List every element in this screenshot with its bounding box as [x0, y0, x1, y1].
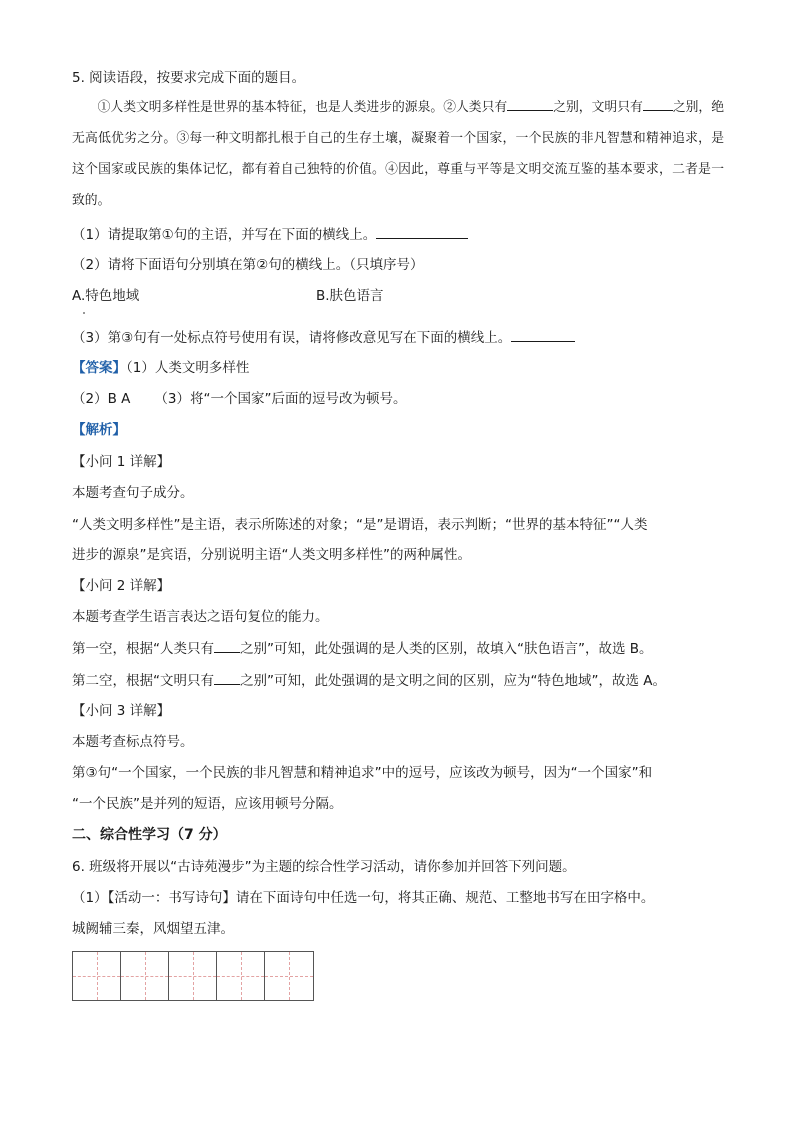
xw3-line3: “一个民族”是并列的短语，应该用顿号分隔。: [72, 796, 343, 812]
q5-stem: 5. 阅读语段，按要求完成下面的题目。: [72, 70, 306, 86]
q6-sub1: （1）【活动一：书写诗句】请在下面诗句中任选一句，将其正确、规范、工整地书写在田字格中。: [72, 890, 655, 906]
xw3-line1: 本题考查标点符号。: [72, 734, 194, 750]
q5-sub1: （1）请提取第①句的主语，并写在下面的横线上。: [72, 224, 468, 245]
xw2-title: 【小问 2 详解】: [72, 578, 171, 594]
xw1-line1: 本题考查句子成分。: [72, 485, 194, 501]
answer-tag: 【答案】: [72, 360, 126, 376]
answer-line-1: 【答案】（1）人类文明多样性: [72, 360, 250, 376]
q6-stem: 6. 班级将开展以“古诗苑漫步”为主题的综合性学习活动，请你参加并回答下列问题。: [72, 859, 576, 875]
xw2-line2: 第一空，根据“人类只有 之别”可知，此处强调的是人类的区别，故填入“肤色语言”，故选 B。: [72, 638, 653, 659]
reading-passage: ①人类文明多样性是世界的基本特征，也是人类进步的源泉。②人类只有 之别，文明只有 之别，绝无高低优劣之分。③每一种文明都扎根于自己的生存土壤，凝聚着一个国家，一个民族的非凡智慧和精神追求，是这个国家或民族的集体记忆，都有着自己独特的价值。④因此，尊重与平等是文明交流互鉴的基本要求，二者是一致的。: [72, 92, 724, 216]
xw1-line2: “人类文明多样性”是主语，表示所陈述的对象；“是”是谓语，表示判断；“世界的基本特征”“人类: [72, 517, 648, 533]
xw1-title: 【小问 1 详解】: [72, 454, 171, 470]
cell-guide-horizontal: [217, 976, 264, 977]
tianzige-cell[interactable]: [169, 952, 217, 1000]
tianzige-cell[interactable]: [265, 952, 313, 1000]
cell-guide-horizontal: [265, 976, 313, 977]
cell-guide-horizontal: [73, 976, 120, 977]
xw3-line2: 第③句“一个国家，一个民族的非凡智慧和精神追求”中的逗号，应该改为顿号，因为“一个国家”和: [72, 765, 653, 781]
cell-guide-horizontal: [169, 976, 216, 977]
blank-2: [643, 96, 673, 111]
section2-title: 二、综合性学习（7 分）: [72, 827, 227, 843]
analysis-tag: 【解析】: [72, 422, 126, 438]
answer-line-2: （2）B A （3）将“一个国家”后面的逗号改为顿号。: [72, 391, 407, 407]
tianzige-grid[interactable]: [72, 951, 314, 1001]
cell-guide-horizontal: [121, 976, 168, 977]
tianzige-cell[interactable]: [121, 952, 169, 1000]
option-a: A.特色地域: [72, 288, 140, 304]
xw2-line3: 第二空，根据“文明只有 之别”可知，此处强调的是文明之间的区别，应为“特色地域”，故选 A。: [72, 670, 666, 691]
q5-sub3: （3）第③句有一处标点符号使用有误，请将修改意见写在下面的横线上。: [72, 327, 575, 348]
sub1-answer-line: [376, 224, 468, 239]
poem-line: 城阙辅三秦，风烟望五津。: [72, 921, 234, 937]
xw3-title: 【小问 3 详解】: [72, 703, 171, 719]
xw1-line3: 进步的源泉”是宾语，分别说明主语“人类文明多样性”的两种属性。: [72, 547, 471, 563]
blank-1: [507, 96, 553, 111]
xw2-line1: 本题考查学生语言表达之语句复位的能力。: [72, 609, 329, 625]
option-b: B.肤色语言: [316, 288, 384, 304]
q5-sub2: （2）请将下面语句分别填在第②句的横线上。（只填序号）: [72, 257, 424, 273]
tianzige-cell[interactable]: [73, 952, 121, 1000]
tianzige-cell[interactable]: [217, 952, 265, 1000]
sub3-answer-line: [511, 327, 575, 342]
stray-dot: [83, 312, 85, 314]
